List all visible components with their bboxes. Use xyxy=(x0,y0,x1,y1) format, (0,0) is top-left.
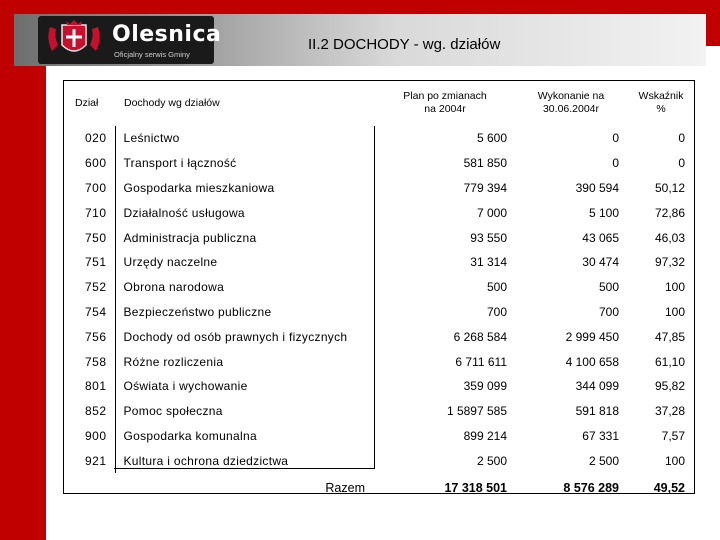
row-code: 756 xyxy=(85,329,107,344)
row-wskaznik: 7,57 xyxy=(661,428,685,443)
row-plan: 899 214 xyxy=(463,428,507,443)
row-name: Obrona narodowa xyxy=(115,275,375,300)
row-wykonanie: 0 xyxy=(612,156,619,171)
row-wykonanie: 0 xyxy=(612,131,619,146)
row-plan: 2 500 xyxy=(476,453,507,468)
row-name: Gospodarka mieszkaniowa xyxy=(115,176,375,201)
row-code: 710 xyxy=(85,205,107,220)
row-wykonanie: 67 331 xyxy=(582,428,619,443)
row-name: Pomoc społeczna xyxy=(115,399,375,424)
row-wykonanie: 2 500 xyxy=(588,453,619,468)
table-row xyxy=(63,374,695,399)
col-header-wskaznik-line1: Wskaźnik xyxy=(638,90,684,102)
row-wykonanie: 390 594 xyxy=(575,180,619,195)
table-row xyxy=(63,399,695,424)
row-name: Urzędy naczelne xyxy=(115,250,375,275)
row-wskaznik: 97,32 xyxy=(654,255,685,270)
row-wykonanie: 4 100 658 xyxy=(565,354,619,369)
row-wskaznik: 50,12 xyxy=(654,180,685,195)
row-code: 900 xyxy=(85,428,107,443)
row-wykonanie: 2 999 450 xyxy=(565,329,619,344)
row-code: 852 xyxy=(85,404,107,419)
row-name: Działalność usługowa xyxy=(115,200,375,225)
row-wykonanie: 5 100 xyxy=(588,205,619,220)
logo-name: Olesnica xyxy=(112,22,222,47)
income-table xyxy=(63,80,695,503)
name-column-bottom-border xyxy=(114,468,375,469)
table-row xyxy=(63,275,695,300)
row-code: 020 xyxy=(85,131,107,146)
row-wskaznik: 0 xyxy=(678,131,685,146)
row-plan: 359 099 xyxy=(463,379,507,394)
total-wykonanie: 8 576 289 xyxy=(563,481,619,496)
row-name: Kultura i ochrona dziedzictwa xyxy=(115,448,375,473)
left-red-strip xyxy=(0,0,46,540)
total-wskaznik: 49,52 xyxy=(653,481,685,496)
table-row xyxy=(63,176,695,201)
row-name: Dochody od osób prawnych i fizycznych xyxy=(115,324,375,349)
city-crest-icon xyxy=(44,19,104,61)
row-wskaznik: 100 xyxy=(664,453,685,468)
row-wykonanie: 700 xyxy=(598,304,619,319)
row-wskaznik: 95,82 xyxy=(654,379,685,394)
row-wskaznik: 46,03 xyxy=(654,230,685,245)
col-header-wykonanie xyxy=(515,80,627,126)
col-header-plan-line1: Plan po zmianach xyxy=(403,90,487,102)
row-name: Administracja publiczna xyxy=(115,225,375,250)
logo-subtitle: Oficjalny serwis Gminy xyxy=(114,50,190,59)
row-code: 600 xyxy=(85,156,107,171)
row-code: 921 xyxy=(85,453,107,468)
row-wykonanie: 30 474 xyxy=(582,255,619,270)
row-name: Gospodarka komunalna xyxy=(115,424,375,449)
row-wskaznik: 100 xyxy=(664,304,685,319)
row-plan: 581 850 xyxy=(463,156,507,171)
row-name: Bezpieczeństwo publiczne xyxy=(115,300,375,325)
table-header-row xyxy=(63,80,695,126)
row-name: Oświata i wychowanie xyxy=(115,374,375,399)
col-header-wskaznik-line2: % xyxy=(656,103,666,115)
total-label: Razem xyxy=(325,481,365,496)
table-row xyxy=(63,250,695,275)
row-wskaznik: 100 xyxy=(664,280,685,295)
row-wskaznik: 37,28 xyxy=(654,404,685,419)
row-wskaznik: 0 xyxy=(678,156,685,171)
row-code: 752 xyxy=(85,280,107,295)
table-row xyxy=(63,225,695,250)
row-plan: 93 550 xyxy=(470,230,507,245)
row-code: 700 xyxy=(85,180,107,195)
col-header-dzial: Dział xyxy=(75,96,99,109)
table-row xyxy=(63,151,695,176)
name-column-right-border xyxy=(374,126,375,469)
table-row xyxy=(63,448,695,473)
total-row xyxy=(63,473,695,503)
table-row xyxy=(63,300,695,325)
row-name: Leśnictwo xyxy=(115,126,375,151)
total-plan: 17 318 501 xyxy=(444,481,507,496)
row-code: 750 xyxy=(85,230,107,245)
col-header-wskaznik xyxy=(627,80,695,126)
table-row xyxy=(63,349,695,374)
row-wykonanie: 344 099 xyxy=(575,379,619,394)
row-code: 801 xyxy=(85,379,107,394)
row-plan: 6 711 611 xyxy=(455,354,507,369)
row-wskaznik: 47,85 xyxy=(654,329,685,344)
row-wykonanie: 43 065 xyxy=(582,230,619,245)
page-title: II.2 DOCHODY - wg. działów xyxy=(308,36,501,53)
table-row xyxy=(63,424,695,449)
row-plan: 700 xyxy=(486,304,507,319)
row-plan: 31 314 xyxy=(470,255,507,270)
row-plan: 500 xyxy=(486,280,507,295)
row-wskaznik: 72,86 xyxy=(654,205,685,220)
col-header-wykonanie-line1: Wykonanie na xyxy=(537,90,605,102)
row-name: Różne rozliczenia xyxy=(115,349,375,374)
row-wskaznik: 61,10 xyxy=(654,354,685,369)
row-plan: 6 268 584 xyxy=(453,329,507,344)
col-header-wykonanie-line2: 30.06.2004r xyxy=(542,103,600,115)
col-header-plan xyxy=(375,80,515,126)
col-header-plan-line2: na 2004r xyxy=(424,103,466,115)
row-code: 751 xyxy=(85,255,107,270)
row-code: 758 xyxy=(85,354,107,369)
table-row xyxy=(63,324,695,349)
row-plan: 779 394 xyxy=(463,180,507,195)
row-name: Transport i łączność xyxy=(115,151,375,176)
row-wykonanie: 591 818 xyxy=(575,404,619,419)
total-spacer xyxy=(63,473,115,503)
row-plan: 7 000 xyxy=(476,205,507,220)
row-plan: 1 5897 585 xyxy=(446,404,507,419)
row-plan: 5 600 xyxy=(476,131,507,146)
row-wykonanie: 500 xyxy=(598,280,619,295)
table-row xyxy=(63,200,695,225)
table-row xyxy=(63,126,695,151)
row-code: 754 xyxy=(85,304,107,319)
col-header-name: Dochody wg działów xyxy=(124,96,220,109)
